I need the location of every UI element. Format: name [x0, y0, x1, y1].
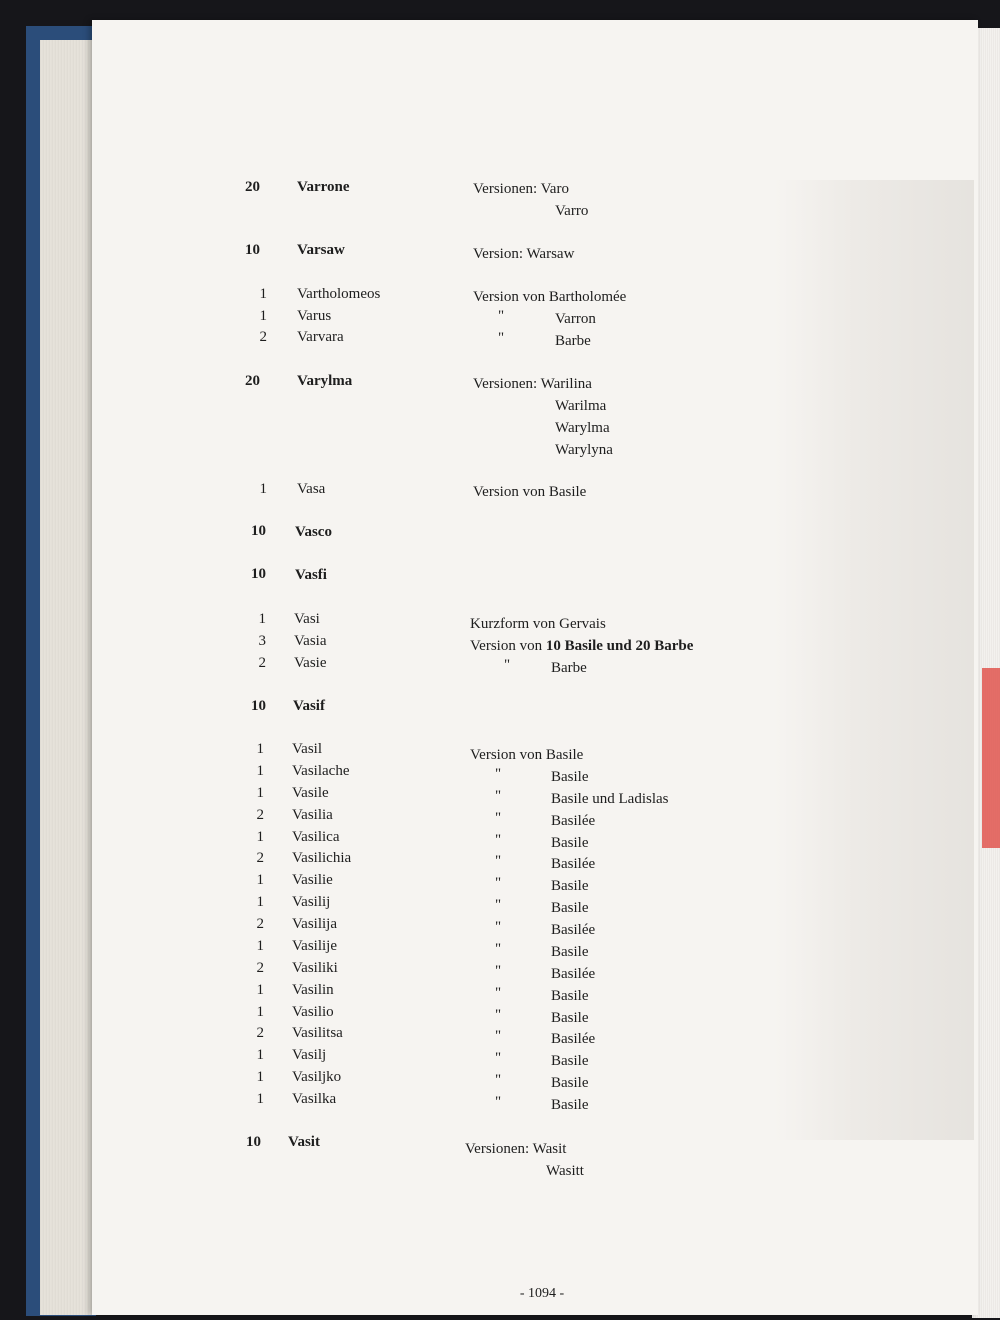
- entry-name: Vasiliki: [292, 960, 338, 976]
- entry-description: Basilée: [551, 966, 596, 982]
- entry-description: Version von Bartholomée: [473, 289, 627, 305]
- entry-name: Vasilin: [292, 982, 334, 998]
- entry-name: Vasi: [294, 611, 320, 627]
- entry-description-prefix: Version von: [470, 638, 543, 654]
- entry-description: Basilée: [551, 1031, 596, 1047]
- entry-name: Vasilia: [292, 807, 333, 823]
- entry-name: Varylma: [297, 373, 353, 389]
- entry-count: 1: [256, 785, 264, 801]
- entry-count: 1: [256, 938, 264, 954]
- entry-name: Vasilij: [292, 894, 331, 910]
- entry-name: Varsaw: [297, 242, 345, 258]
- entry-count: 20: [245, 179, 260, 195]
- entry-description: Basilée: [551, 813, 596, 829]
- entry-count: 2: [256, 850, 264, 866]
- entry-description: Basile: [551, 1075, 589, 1091]
- ditto-mark: ": [495, 897, 502, 913]
- ditto-mark: ": [495, 985, 502, 1001]
- entry-count: 1: [256, 741, 264, 757]
- entry-name: Vasie: [294, 655, 327, 671]
- entry-count: 2: [256, 916, 264, 932]
- entry-count: 1: [256, 1004, 264, 1020]
- ditto-mark: ": [504, 657, 511, 673]
- entry-description: [470, 637, 693, 655]
- entry-count: 1: [258, 611, 266, 627]
- entry-name: Vasilitsa: [292, 1025, 343, 1041]
- entry-description: Basile: [551, 769, 589, 785]
- entry-name: Vasilichia: [292, 850, 352, 866]
- ditto-mark: ": [495, 875, 502, 891]
- entry-description: Warilma: [555, 398, 607, 414]
- entry-description: Version von Basile: [473, 484, 587, 500]
- entry-name: Vasif: [293, 698, 325, 714]
- ditto-mark: ": [495, 963, 502, 979]
- entry-count: 1: [256, 1047, 264, 1063]
- entry-count: 1: [259, 308, 267, 324]
- entry-count: 2: [256, 1025, 264, 1041]
- ditto-mark: ": [495, 810, 502, 826]
- entry-description: Basile: [551, 1053, 589, 1069]
- entry-count: 2: [258, 655, 266, 671]
- entry-description: Basile: [551, 900, 589, 916]
- entry-description: Wasitt: [546, 1163, 584, 1179]
- ditto-mark: ": [495, 1007, 502, 1023]
- entry-description: Warylma: [555, 420, 610, 436]
- entry-description: Basilée: [551, 856, 596, 872]
- entry-count: 2: [256, 807, 264, 823]
- entry-name: Vasil: [292, 741, 322, 757]
- page-tab-marker: [982, 668, 1000, 848]
- entry-description: Version: Warsaw: [473, 246, 575, 262]
- ditto-mark: ": [495, 832, 502, 848]
- entry-count: 1: [256, 894, 264, 910]
- page-number: - 1094 -: [519, 1286, 565, 1301]
- entry-name: Varus: [297, 308, 332, 324]
- entry-count: 3: [258, 633, 266, 649]
- entry-name: Varrone: [297, 179, 350, 195]
- entry-description: Versionen: Varo: [473, 181, 569, 197]
- ditto-mark: ": [495, 1028, 502, 1044]
- ditto-mark: ": [495, 1072, 502, 1088]
- entry-count: 1: [256, 1069, 264, 1085]
- entry-description-bold: 10 Basile und 20 Barbe: [545, 638, 694, 654]
- entry-description: Basile: [551, 1010, 589, 1026]
- ditto-mark: ": [495, 853, 502, 869]
- entry-description: Basile: [551, 988, 589, 1004]
- entry-count: 1: [256, 982, 264, 998]
- entry-description: Basile: [551, 878, 589, 894]
- entry-description: Warylyna: [555, 442, 613, 458]
- entry-name: Vasilica: [292, 829, 340, 845]
- entry-count: 1: [259, 481, 267, 497]
- entry-count: 10: [251, 523, 266, 539]
- show-through-shadow: [774, 180, 974, 1140]
- entry-count: 10: [251, 566, 266, 582]
- ditto-mark: ": [495, 1050, 502, 1066]
- entry-description: Barbe: [555, 333, 591, 349]
- entry-name: Vasit: [288, 1134, 320, 1150]
- ditto-mark: ": [495, 788, 502, 804]
- entry-name: Vasilije: [292, 938, 337, 954]
- entry-name: Vasa: [297, 481, 326, 497]
- entry-description: Kurzform von Gervais: [470, 616, 606, 632]
- entry-description: Barbe: [551, 660, 587, 676]
- ditto-mark: ": [495, 919, 502, 935]
- entry-description: Basile: [551, 944, 589, 960]
- entry-name: Vasilache: [292, 763, 350, 779]
- entry-name: Vartholomeos: [297, 286, 381, 302]
- entry-count: 10: [245, 242, 260, 258]
- entry-count: 10: [246, 1134, 261, 1150]
- entry-name: Vasilie: [292, 872, 333, 888]
- entry-description: Basile: [551, 1097, 589, 1113]
- entry-description: Basile und Ladislas: [551, 791, 669, 807]
- entry-name: Vasilija: [292, 916, 337, 932]
- entry-count: 20: [245, 373, 260, 389]
- entry-count: 1: [256, 829, 264, 845]
- entry-description: Varron: [555, 311, 596, 327]
- entry-name: Vasilj: [292, 1047, 327, 1063]
- entry-count: 1: [259, 286, 267, 302]
- ditto-mark: ": [495, 941, 502, 957]
- entry-count: 1: [256, 1091, 264, 1107]
- ditto-mark: ": [495, 1094, 502, 1110]
- ditto-mark: ": [498, 330, 505, 346]
- entry-name: Vasiljko: [292, 1069, 342, 1085]
- entry-count: 10: [251, 698, 266, 714]
- entry-name: Vasia: [294, 633, 327, 649]
- entry-description: Version von Basile: [470, 747, 584, 763]
- entry-name: Vasilka: [292, 1091, 337, 1107]
- entry-count: 1: [256, 763, 264, 779]
- entry-description: Versionen: Wasit: [465, 1141, 567, 1157]
- entry-name: Vasfi: [295, 567, 327, 583]
- entry-description: Varro: [555, 203, 589, 219]
- entry-name: Varvara: [297, 329, 344, 345]
- ditto-mark: ": [498, 308, 505, 324]
- entry-count: 1: [256, 872, 264, 888]
- entry-name: Vasilio: [292, 1004, 334, 1020]
- entry-description: Basile: [551, 835, 589, 851]
- entry-name: Vasco: [295, 524, 332, 540]
- entry-name: Vasile: [292, 785, 329, 801]
- ditto-mark: ": [495, 766, 502, 782]
- book-page: [92, 20, 978, 1315]
- entry-count: 2: [256, 960, 264, 976]
- entry-description: Versionen: Warilina: [473, 376, 592, 392]
- entry-count: 2: [259, 329, 267, 345]
- entry-description: Basilée: [551, 922, 596, 938]
